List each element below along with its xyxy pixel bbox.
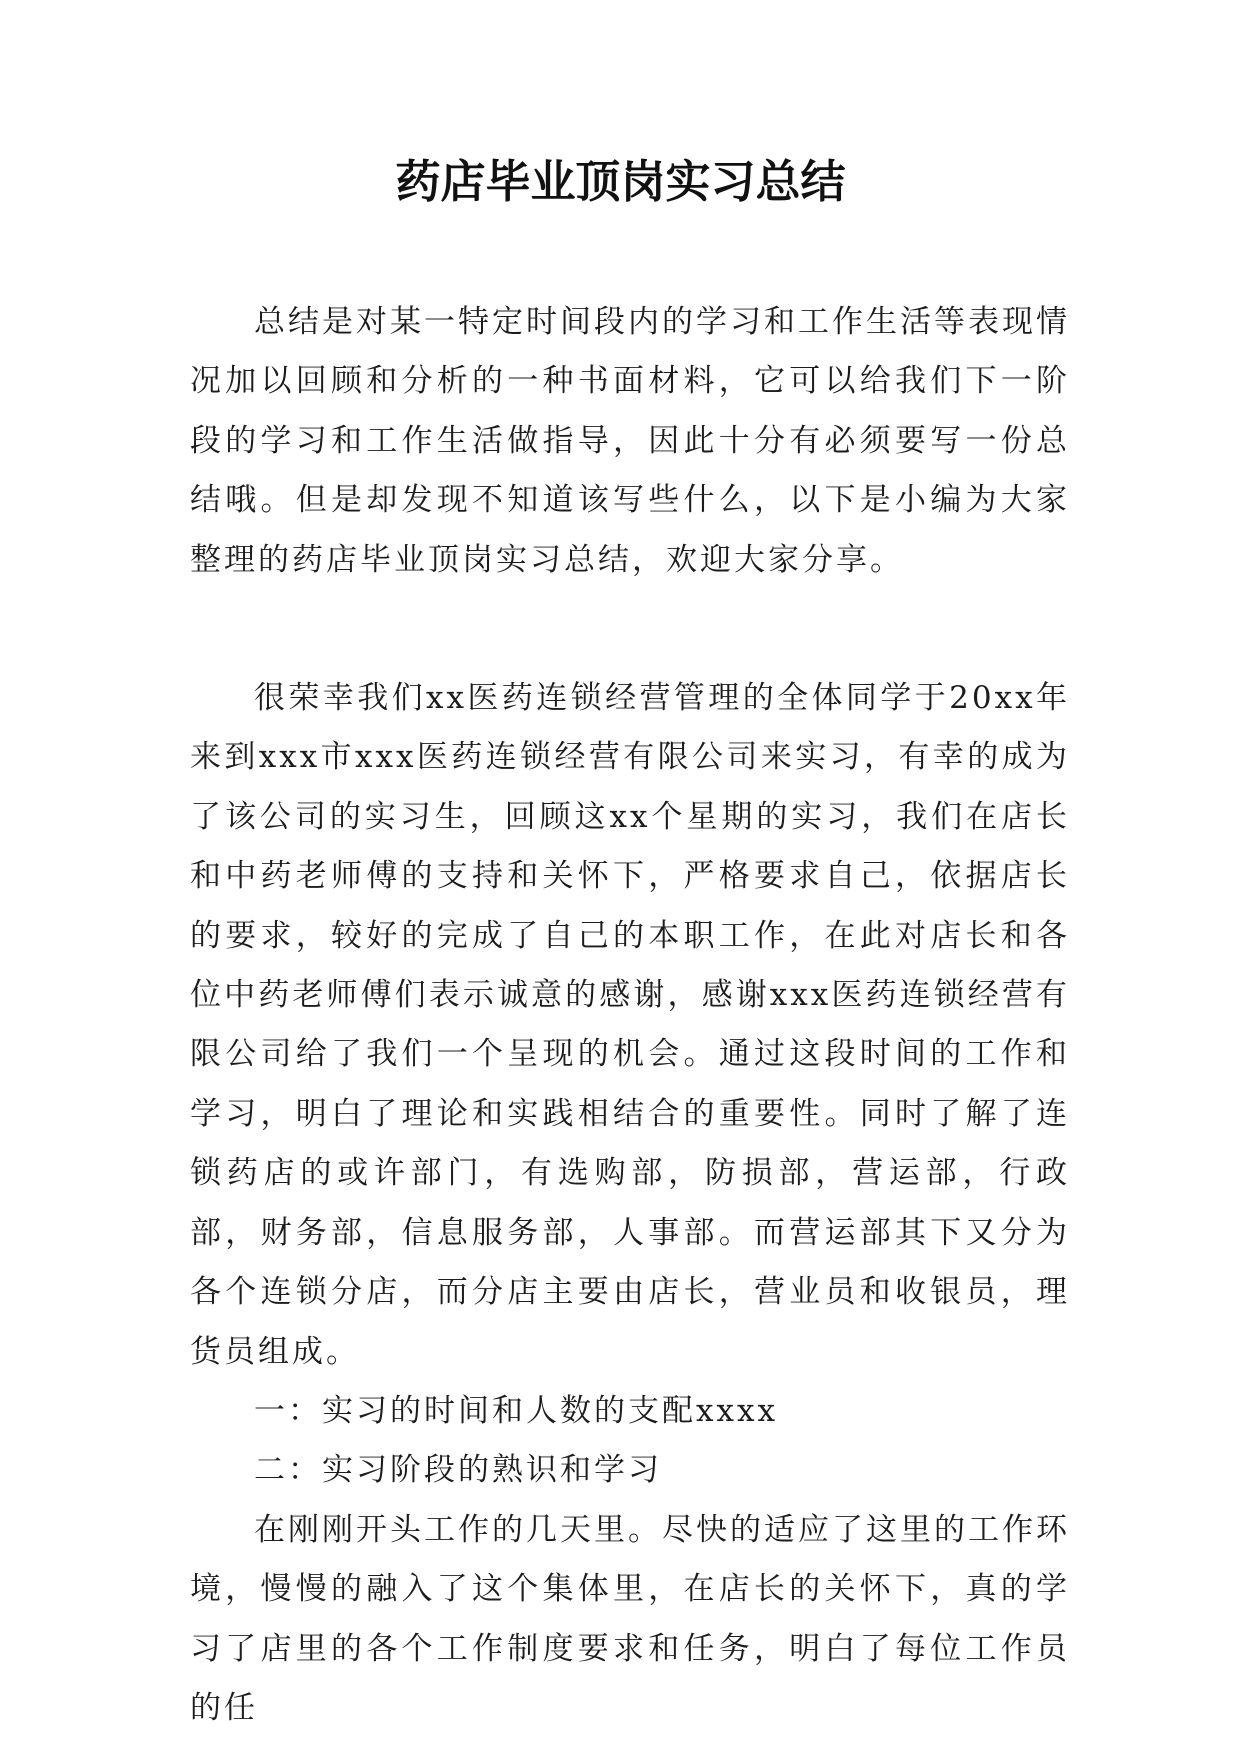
document-body: [190, 293, 1070, 1738]
body-paragraph: 在刚刚开头工作的几天里。尽快的适应了这里的工作环境，慢慢的融入了这个集体里，在店长的关怀下，真的学习了店里的各个工作制度要求和任务，明白了每位工作员的任: [190, 1511, 1070, 1726]
section-heading-1: 一：实习的时间和人数的支配xxxx: [254, 1392, 778, 1429]
section-heading-2: 二：实习阶段的熟识和学习: [254, 1452, 662, 1489]
document-title: 药店毕业顶岗实习总结: [395, 155, 846, 208]
intro-paragraph: 总结是对某一特定时间段内的学习和工作生活等表现情况加以回顾和分析的一种书面材料，它可以给我们下一阶段的学习和工作生活做指导，因此十分有必须要写一份总结哦。但是却发现不知道该写些什么，以下是小编为大家整理的药店毕业顶岗实习总结，欢迎大家分享。: [190, 304, 1070, 578]
body-paragraph: 很荣幸我们xx医药连锁经营管理的全体同学于20xx年来到xxx市xxx医药连锁经营有限公司来实习，有幸的成为了该公司的实习生，回顾这xx个星期的实习，我们在店长和中药老师傅的支持和关怀下，严格要求自己，依据店长的要求，较好的完成了自己的本职工作，在此对店长和各位中药老师傅们表示诚意的感谢，感谢xxx医药连锁经营有限公司给了我们一个呈现的机会。通过这段时间的工作和学习，明白了理论和实践相结合的重要性。同时了解了连锁药店的或许部门，有选购部，防损部，营运部，行政部，财务部，信息服务部，人事部。而营运部其下又分为各个连锁分店，而分店主要由店长，营业员和收银员，理货员组成。: [190, 680, 1070, 1370]
